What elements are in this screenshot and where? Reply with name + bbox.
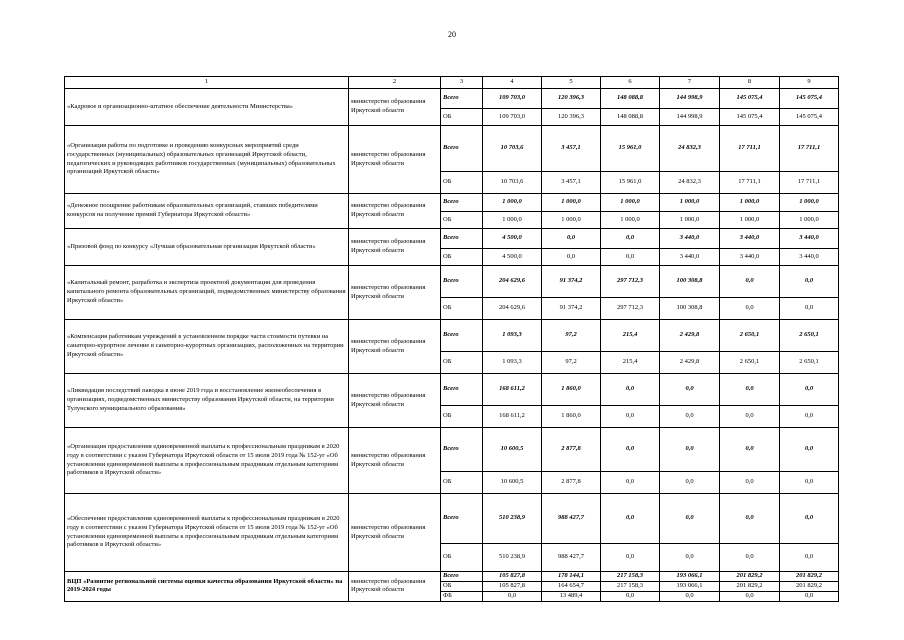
amount-cell: 0,0 xyxy=(601,229,660,249)
amount-cell: 201 829,2 xyxy=(720,572,780,582)
funding-source-label: Всего xyxy=(441,194,483,212)
activity-name: «Организация предоставления единовременной выплаты к профессиональным праздникам в 2020 году в соответствии с указом Губернатора Иркутской области от 15 июля 2019 года № 152-уг «Об установлении единовременной выплаты к профессиональным праздникам отдельным категориям работников в Иркутской области» xyxy=(65,428,349,494)
amount-cell: 148 088,8 xyxy=(601,89,660,109)
amount-cell: 4 500,0 xyxy=(483,229,542,249)
amount-cell: 1 000,0 xyxy=(601,194,660,212)
amount-cell: 0,0 xyxy=(601,591,660,601)
amount-cell: 0,0 xyxy=(660,494,720,544)
amount-cell: 0,0 xyxy=(601,494,660,544)
activity-name: «Компенсация работникам учреждений в установленном порядке части стоимости путевки на санаторно-курортное лечение в санаторно-курортных организациях, расположенных на территории Иркутской области» xyxy=(65,320,349,374)
amount-cell: 2 429,8 xyxy=(660,352,720,374)
amount-cell: 10 703,6 xyxy=(483,126,542,172)
amount-cell: 10 600,5 xyxy=(483,472,542,494)
funding-source-label: ОБ xyxy=(441,406,483,428)
amount-cell: 215,4 xyxy=(601,352,660,374)
amount-cell: 1 000,0 xyxy=(542,212,601,229)
amount-cell: 0,0 xyxy=(601,472,660,494)
amount-cell: 2 650,1 xyxy=(720,352,780,374)
budget-table xyxy=(64,76,839,602)
table-row xyxy=(65,126,839,172)
amount-cell: 0,0 xyxy=(660,591,720,601)
table-row xyxy=(65,428,839,472)
funding-source-label: ОБ xyxy=(441,298,483,320)
amount-cell: 148 088,8 xyxy=(601,109,660,126)
responsible-executor: министерство образования Иркутской области xyxy=(349,572,441,602)
amount-cell: 24 832,3 xyxy=(660,126,720,172)
amount-cell: 17 711,1 xyxy=(720,172,780,194)
amount-cell: 17 711,1 xyxy=(720,126,780,172)
amount-cell: 3 440,0 xyxy=(720,249,780,266)
responsible-executor: министерство образования Иркутской области xyxy=(349,229,441,266)
amount-cell: 2 429,8 xyxy=(660,320,720,352)
funding-source-label: Всего xyxy=(441,126,483,172)
column-header: 6 xyxy=(601,77,660,89)
column-header: 7 xyxy=(660,77,720,89)
amount-cell: 217 158,3 xyxy=(601,582,660,592)
funding-source-label: ОБ xyxy=(441,172,483,194)
amount-cell: 0,0 xyxy=(601,406,660,428)
responsible-executor: министерство образования Иркутской области xyxy=(349,126,441,194)
table-header-row xyxy=(65,77,839,89)
responsible-executor: министерство образования Иркутской области xyxy=(349,194,441,229)
activity-name: «Призовой фонд по конкурсу «Лучшая образовательная организация Иркутской области» xyxy=(65,229,349,266)
amount-cell: 0,0 xyxy=(601,544,660,572)
amount-cell: 3 440,0 xyxy=(660,229,720,249)
amount-cell: 2 877,8 xyxy=(542,428,601,472)
funding-source-label: Всего xyxy=(441,266,483,298)
responsible-executor: министерство образования Иркутской области xyxy=(349,89,441,126)
amount-cell: 120 396,3 xyxy=(542,89,601,109)
amount-cell: 168 611,2 xyxy=(483,374,542,406)
amount-cell: 0,0 xyxy=(660,374,720,406)
amount-cell: 1 000,0 xyxy=(720,194,780,212)
column-header: 4 xyxy=(483,77,542,89)
amount-cell: 1 093,3 xyxy=(483,320,542,352)
activity-name: «Обеспечение предоставления единовременной выплаты к профессиональным праздникам в 2020 году в соответствии с указом Губернатора Иркутской области от 15 июля 2019 года № 152-уг «Об установлении единовременной выплаты к профессиональным праздникам отдельным категориям работников в Иркутской области» xyxy=(65,494,349,572)
activity-name: «Денежное поощрение работникам образовательных организаций, ставших победителями конкурсов на получение премий Губернатора Иркутской области» xyxy=(65,194,349,229)
funding-source-label: Всего xyxy=(441,374,483,406)
amount-cell: 4 500,0 xyxy=(483,249,542,266)
amount-cell: 178 144,1 xyxy=(542,572,601,582)
activity-name: «Кадровое и организационно-штатное обеспечение деятельности Министерства» xyxy=(65,89,349,126)
table-row xyxy=(65,494,839,544)
column-header: 3 xyxy=(441,77,483,89)
table-row xyxy=(65,89,839,109)
amount-cell: 109 703,0 xyxy=(483,109,542,126)
responsible-executor: министерство образования Иркутской области xyxy=(349,374,441,428)
amount-cell: 1 000,0 xyxy=(601,212,660,229)
amount-cell: 97,2 xyxy=(542,320,601,352)
amount-cell: 15 961,0 xyxy=(601,126,660,172)
table-row xyxy=(65,374,839,406)
amount-cell: 2 650,1 xyxy=(780,352,839,374)
amount-cell: 510 238,9 xyxy=(483,544,542,572)
column-header: 9 xyxy=(780,77,839,89)
amount-cell: 193 066,1 xyxy=(660,582,720,592)
column-header: 2 xyxy=(349,77,441,89)
amount-cell: 0,0 xyxy=(720,472,780,494)
amount-cell: 201 829,2 xyxy=(720,582,780,592)
amount-cell: 17 711,1 xyxy=(780,172,839,194)
amount-cell: 1 000,0 xyxy=(780,194,839,212)
amount-cell: 988 427,7 xyxy=(542,494,601,544)
funding-source-label: Всего xyxy=(441,320,483,352)
amount-cell: 1 093,3 xyxy=(483,352,542,374)
amount-cell: 120 396,3 xyxy=(542,109,601,126)
amount-cell: 168 611,2 xyxy=(483,406,542,428)
amount-cell: 297 712,3 xyxy=(601,266,660,298)
amount-cell: 2 650,1 xyxy=(780,320,839,352)
activity-name: «Ликвидация последствий паводка в июне 2019 года и восстановление жизнеобеспечения в организациях, подведомственных министерству образования Иркутской области, на территории Тулунского муниципального образования» xyxy=(65,374,349,428)
amount-cell: 204 629,6 xyxy=(483,266,542,298)
amount-cell: 0,0 xyxy=(780,266,839,298)
amount-cell: 15 961,0 xyxy=(601,172,660,194)
funding-source-label: ОБ xyxy=(441,352,483,374)
amount-cell: 1 860,0 xyxy=(542,374,601,406)
responsible-executor: министерство образования Иркутской области xyxy=(349,266,441,320)
amount-cell: 0,0 xyxy=(660,428,720,472)
column-header: 5 xyxy=(542,77,601,89)
amount-cell: 0,0 xyxy=(483,591,542,601)
amount-cell: 204 629,6 xyxy=(483,298,542,320)
amount-cell: 0,0 xyxy=(780,494,839,544)
amount-cell: 0,0 xyxy=(542,249,601,266)
column-header: 8 xyxy=(720,77,780,89)
amount-cell: 0,0 xyxy=(660,472,720,494)
amount-cell: 0,0 xyxy=(720,266,780,298)
amount-cell: 510 238,9 xyxy=(483,494,542,544)
amount-cell: 0,0 xyxy=(720,406,780,428)
amount-cell: 0,0 xyxy=(720,591,780,601)
amount-cell: 3 440,0 xyxy=(660,249,720,266)
amount-cell: 97,2 xyxy=(542,352,601,374)
amount-cell: 0,0 xyxy=(601,374,660,406)
amount-cell: 100 308,8 xyxy=(660,298,720,320)
funding-source-label: Всего xyxy=(441,229,483,249)
activity-name: «Капитальный ремонт, разработка и экспертиза проектной документации для проведения капитального ремонта образовательных организаций, подведомственных министерству образования Иркутской области» xyxy=(65,266,349,320)
amount-cell: 105 827,8 xyxy=(483,582,542,592)
amount-cell: 164 654,7 xyxy=(542,582,601,592)
amount-cell: 297 712,3 xyxy=(601,298,660,320)
activity-name: «Организация работы по подготовке и проведению конкурсных мероприятий среди государственных (муниципальных) образовательных организаций Иркутской области, педагогических и руководящих работников государственных (муниципальных) образовательных организаций Иркутской области» xyxy=(65,126,349,194)
funding-source-label: ОБ xyxy=(441,544,483,572)
amount-cell: 0,0 xyxy=(780,428,839,472)
funding-source-label: Всего xyxy=(441,89,483,109)
amount-cell: 215,4 xyxy=(601,320,660,352)
amount-cell: 1 000,0 xyxy=(483,194,542,212)
responsible-executor: министерство образования Иркутской области xyxy=(349,320,441,374)
amount-cell: 0,0 xyxy=(601,428,660,472)
amount-cell: 24 832,3 xyxy=(660,172,720,194)
amount-cell: 0,0 xyxy=(780,544,839,572)
amount-cell: 2 877,8 xyxy=(542,472,601,494)
amount-cell: 3 440,0 xyxy=(780,229,839,249)
funding-source-label: ОБ xyxy=(441,582,483,592)
amount-cell: 0,0 xyxy=(720,298,780,320)
amount-cell: 145 075,4 xyxy=(720,109,780,126)
amount-cell: 105 827,8 xyxy=(483,572,542,582)
amount-cell: 0,0 xyxy=(780,591,839,601)
amount-cell: 144 998,9 xyxy=(660,89,720,109)
table-row xyxy=(65,320,839,352)
amount-cell: 145 075,4 xyxy=(720,89,780,109)
amount-cell: 91 374,2 xyxy=(542,266,601,298)
responsible-executor: министерство образования Иркутской области xyxy=(349,428,441,494)
funding-source-label: ФБ xyxy=(441,591,483,601)
amount-cell: 3 457,1 xyxy=(542,126,601,172)
table-row xyxy=(65,194,839,212)
amount-cell: 0,0 xyxy=(720,374,780,406)
amount-cell: 217 158,3 xyxy=(601,572,660,582)
table-row xyxy=(65,572,839,582)
funding-source-label: Всего xyxy=(441,572,483,582)
amount-cell: 100 308,8 xyxy=(660,266,720,298)
amount-cell: 0,0 xyxy=(542,229,601,249)
amount-cell: 0,0 xyxy=(660,406,720,428)
amount-cell: 0,0 xyxy=(780,298,839,320)
amount-cell: 0,0 xyxy=(720,544,780,572)
amount-cell: 10 600,5 xyxy=(483,428,542,472)
table-row xyxy=(65,229,839,249)
column-header: 1 xyxy=(65,77,349,89)
funding-source-label: Всего xyxy=(441,494,483,544)
amount-cell: 17 711,1 xyxy=(780,126,839,172)
amount-cell: 0,0 xyxy=(780,472,839,494)
amount-cell: 0,0 xyxy=(601,249,660,266)
amount-cell: 2 650,1 xyxy=(720,320,780,352)
funding-source-label: ОБ xyxy=(441,249,483,266)
amount-cell: 0,0 xyxy=(780,406,839,428)
amount-cell: 145 075,4 xyxy=(780,89,839,109)
page-number: 20 xyxy=(448,30,456,39)
responsible-executor: министерство образования Иркутской области xyxy=(349,494,441,572)
amount-cell: 988 427,7 xyxy=(542,544,601,572)
amount-cell: 3 457,1 xyxy=(542,172,601,194)
amount-cell: 0,0 xyxy=(720,494,780,544)
amount-cell: 0,0 xyxy=(660,544,720,572)
amount-cell: 1 000,0 xyxy=(660,212,720,229)
amount-cell: 3 440,0 xyxy=(780,249,839,266)
amount-cell: 10 703,6 xyxy=(483,172,542,194)
funding-source-label: ОБ xyxy=(441,472,483,494)
funding-source-label: Всего xyxy=(441,428,483,472)
amount-cell: 1 000,0 xyxy=(660,194,720,212)
amount-cell: 1 000,0 xyxy=(720,212,780,229)
amount-cell: 145 075,4 xyxy=(780,109,839,126)
activity-name: ВЦП «Развитие региональной системы оценки качества образования Иркутской области» на 2019-2024 годы xyxy=(65,572,349,602)
funding-source-label: ОБ xyxy=(441,109,483,126)
amount-cell: 193 066,1 xyxy=(660,572,720,582)
amount-cell: 13 489,4 xyxy=(542,591,601,601)
amount-cell: 0,0 xyxy=(780,374,839,406)
amount-cell: 144 998,9 xyxy=(660,109,720,126)
amount-cell: 3 440,0 xyxy=(720,229,780,249)
amount-cell: 1 000,0 xyxy=(483,212,542,229)
amount-cell: 1 000,0 xyxy=(780,212,839,229)
amount-cell: 1 860,0 xyxy=(542,406,601,428)
table-row xyxy=(65,266,839,298)
amount-cell: 91 374,2 xyxy=(542,298,601,320)
funding-source-label: ОБ xyxy=(441,212,483,229)
amount-cell: 109 703,0 xyxy=(483,89,542,109)
amount-cell: 201 829,2 xyxy=(780,572,839,582)
amount-cell: 1 000,0 xyxy=(542,194,601,212)
amount-cell: 0,0 xyxy=(720,428,780,472)
amount-cell: 201 829,2 xyxy=(780,582,839,592)
